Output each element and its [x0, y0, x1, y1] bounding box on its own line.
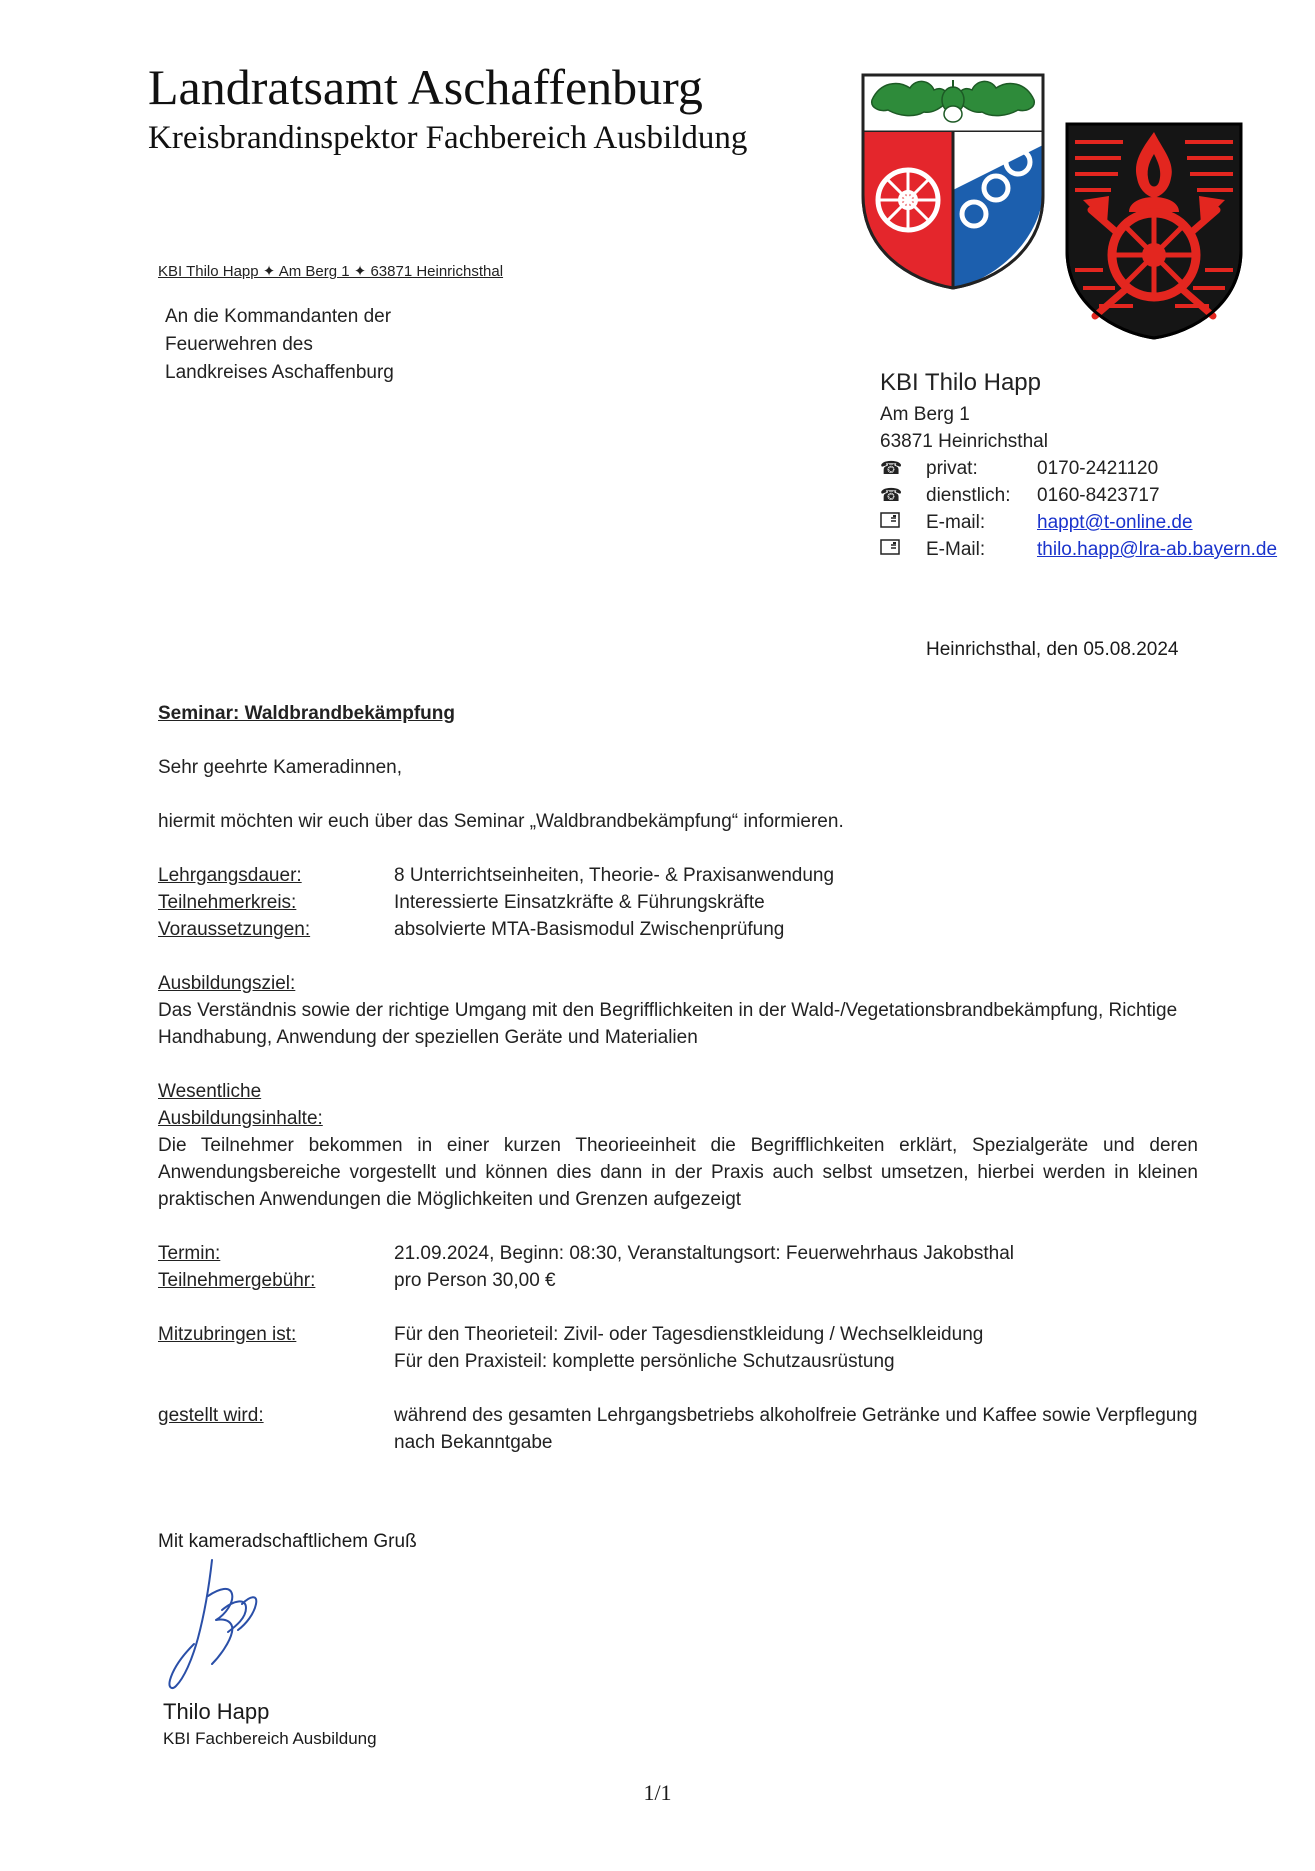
page-number: 1/1: [643, 1780, 672, 1805]
envelope-icon: [880, 509, 926, 536]
detail-key: Voraussetzungen:: [158, 919, 311, 940]
bring-values: [394, 1321, 1198, 1375]
detail-value: pro Person 30,00 €: [394, 1270, 556, 1291]
detail-value: absolvierte MTA-Basismodul Zwischenprüfung: [394, 919, 785, 940]
contact-label: privat:: [926, 458, 978, 479]
sender-block: [880, 365, 1277, 563]
recipient-address: [165, 303, 394, 387]
telephone-icon: ☎: [880, 485, 903, 505]
recipient-line: An die Kommandanten der: [165, 306, 392, 327]
fire-brigade-coat-of-arms: [1063, 120, 1245, 340]
signer-role: KBI Fachbereich Ausbildung: [163, 1729, 377, 1748]
detail-value: Interessierte Einsatzkräfte & Führungskräfte: [394, 892, 765, 913]
email-link-work[interactable]: thilo.happ@lra-ab.bayern.de: [1037, 539, 1278, 560]
envelope-icon: [880, 536, 926, 563]
sender-street: Am Berg 1: [880, 404, 970, 425]
detail-key: Lehrgangsdauer:: [158, 865, 302, 886]
county-coat-of-arms: [858, 70, 1048, 290]
contact-row-private-phone: [880, 455, 1277, 482]
page-title: Landratsamt Aschaffenburg: [148, 59, 703, 115]
contact-label: dienstlich:: [926, 485, 1011, 506]
contact-value: 0170-2421120: [1037, 458, 1159, 479]
bring-key: Mitzubringen ist:: [158, 1324, 297, 1345]
bring-item: Für den Theorieteil: Zivil- oder Tagesdienstkleidung / Wechselkleidung: [394, 1324, 984, 1345]
return-address: KBI Thilo Happ ✦ Am Berg 1 ✦ 63871 Heinrichsthal: [158, 263, 504, 280]
closing: Mit kameradschaftlichem Gruß: [158, 1531, 417, 1552]
contact-row-email-private: [880, 509, 1277, 536]
detail-row: [158, 1267, 1198, 1294]
contact-row-work-phone: [880, 482, 1277, 509]
letter-subject: Seminar: Waldbrandbekämpfung: [158, 703, 455, 724]
bring-row: [158, 1321, 1198, 1375]
intro-paragraph: hiermit möchten wir euch über das Seminar „Waldbrandbekämpfung“ informieren.: [158, 811, 844, 832]
contact-value: 0160-8423717: [1037, 485, 1160, 506]
contact-label: E-Mail:: [926, 539, 986, 560]
provided-row: [158, 1402, 1198, 1456]
signer-name: Thilo Happ: [163, 1699, 270, 1724]
provided-key: gestellt wird:: [158, 1405, 264, 1426]
provided-value: während des gesamten Lehrgangsbetriebs alkoholfreie Getränke und Kaffee sowie Verpflegung nach Bekanntgabe: [394, 1405, 1198, 1453]
date-line: Heinrichsthal, den 05.08.2024: [926, 639, 1179, 660]
contact-label: E-mail:: [926, 512, 986, 533]
letter-body: [158, 700, 1198, 1456]
contact-row-email-work: [880, 536, 1277, 563]
detail-value: 21.09.2024, Beginn: 08:30, Veranstaltungsort: Feuerwehrhaus Jakobsthal: [394, 1243, 1015, 1264]
recipient-line: Feuerwehren des: [165, 334, 313, 355]
content-heading-line1: Wesentliche: [158, 1081, 262, 1102]
goal-text: Das Verständnis sowie der richtige Umgang mit den Begrifflichkeiten in der Wald-/Vegetationsbrandbekämpfung, Richtige Handhabung, Anwendung der speziellen Geräte und Materialien: [158, 1000, 1178, 1048]
sender-city: 63871 Heinrichsthal: [880, 431, 1048, 452]
recipient-line: Landkreises Aschaffenburg: [165, 362, 394, 383]
detail-key: Teilnehmerkreis:: [158, 892, 297, 913]
telephone-icon: ☎: [880, 458, 903, 478]
detail-row: [158, 1240, 1198, 1267]
handwritten-signature: [160, 1548, 280, 1698]
page-subtitle: Kreisbrandinspektor Fachbereich Ausbildung: [148, 120, 748, 156]
bring-item: Für den Praxisteil: komplette persönliche Schutzausrüstung: [394, 1351, 895, 1372]
content-text: Die Teilnehmer bekommen in einer kurzen Theorieeinheit die Begrifflichkeiten erklärt, Spezialgeräte und deren Anwendungsbereiche vorgestellt und können dies dann in der Praxis auch selbst umsetzen, hierbei werden in kleinen praktischen Anwendungen die Möglichkeiten und Grenzen aufgezeigt: [158, 1135, 1198, 1210]
detail-row: [158, 862, 1198, 889]
email-link-private[interactable]: happt@t-online.de: [1037, 512, 1193, 533]
sender-name: KBI Thilo Happ: [880, 369, 1041, 396]
detail-key: Teilnehmergebühr:: [158, 1270, 316, 1291]
detail-key: Termin:: [158, 1243, 221, 1264]
salutation: Sehr geehrte Kameradinnen,: [158, 757, 402, 778]
detail-value: 8 Unterrichtseinheiten, Theorie- & Praxisanwendung: [394, 865, 835, 886]
detail-row: [158, 889, 1198, 916]
content-heading-line2: Ausbildungsinhalte:: [158, 1108, 323, 1129]
goal-heading: Ausbildungsziel:: [158, 973, 296, 994]
detail-row: [158, 916, 1198, 943]
